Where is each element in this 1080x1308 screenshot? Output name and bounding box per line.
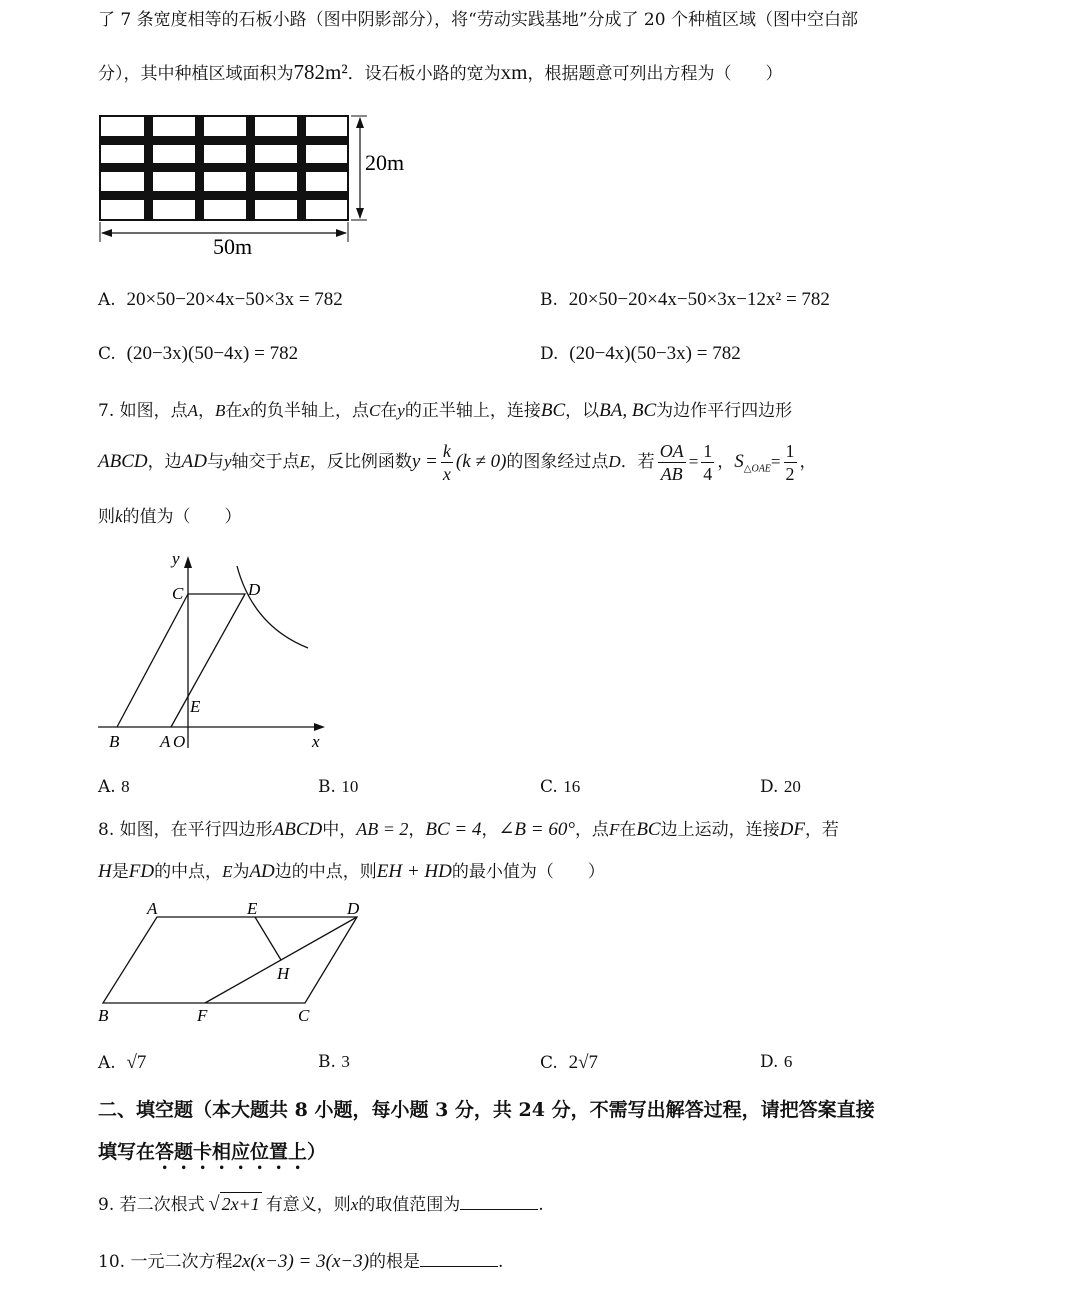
emphasized-text: 答题卡相应位置上 xyxy=(155,1141,308,1163)
q8-option-d: D. 6 xyxy=(760,1052,793,1072)
q6-text-line1: 了 7 条宽度相等的石板小路（图中阴影部分），将“劳动实践基地”分成了 20 个种植区域（图中空白部 xyxy=(98,10,858,30)
q6-text-line2: 分），其中种植区域面积为782m²．设石板小路的宽为xm，根据题意可列出方程为（ ） xyxy=(98,60,783,84)
q8-option-a: A. √7 xyxy=(98,1052,147,1073)
label-h: H xyxy=(277,964,290,983)
q7-option-c: C. 16 xyxy=(540,777,581,797)
answer-blank-q10[interactable] xyxy=(420,1251,498,1267)
label-o: O xyxy=(173,732,186,751)
label-b: B xyxy=(98,1006,109,1025)
width-label: 50m xyxy=(213,234,253,259)
q7-text-line1: 7. 如图，点A，B在x的负半轴上，点C在y的正半轴上，连接BC，以BA, BC为边作平行四边形 xyxy=(98,400,793,421)
label-y: y xyxy=(172,549,180,568)
q7-option-d: D. 20 xyxy=(760,777,801,797)
q9-text: 9. 若二次根式 √ 2x+1 有意义，则x的取值范围为 . xyxy=(98,1193,544,1215)
q6-option-d: D. (20−4x)(50−3x) = 782 xyxy=(540,343,741,364)
label-d: D xyxy=(347,899,360,918)
q8-option-b: B. 3 xyxy=(318,1052,350,1072)
q6-option-c: C. (20−3x)(50−4x) = 782 xyxy=(98,343,299,364)
radical: √ 2x+1 xyxy=(208,1193,260,1215)
label-x: x xyxy=(312,732,320,751)
label-b: B xyxy=(109,732,120,751)
label-d: D xyxy=(248,580,261,599)
label-e: E xyxy=(247,899,258,918)
q10-text: 10. 一元二次方程2x(x−3) = 3(x−3)的根是 . xyxy=(98,1251,504,1272)
q7-text-line3: 则k的值为（ ） xyxy=(98,507,242,527)
q8-text-line1: 8. 如图，在平行四边形ABCD中，AB = 2，BC = 4，∠B = 60°，点F在BC边上运动，连接DF，若 xyxy=(98,819,839,840)
label-a: A xyxy=(160,732,171,751)
q7-figure xyxy=(95,548,335,753)
label-a: A xyxy=(147,899,158,918)
q8-option-c: C. 2√7 xyxy=(540,1052,599,1073)
height-label: 20m xyxy=(365,150,405,175)
q8-text-line2: H是FD的中点，E为AD边的中点，则EH + HD的最小值为（ ） xyxy=(98,861,605,882)
q7-option-a: A. 8 xyxy=(98,777,130,797)
area-value: 782m² xyxy=(293,60,348,84)
answer-blank-q9[interactable] xyxy=(460,1194,538,1210)
q6-option-a: A. 20×50−20×4x−50×3x = 782 xyxy=(98,289,343,310)
q7-text-line2: ABCD，边AD与y轴交于点E，反比例函数y = $\frac{k}{x}$ (k ≠ 0)的图象经过点D．若 $\frac{OA}{AB}$ = $\frac{1}{4}$ ，$S_{\triangle OAE}=$ $\frac{1}{2}$ ， xyxy=(98,441,817,484)
q7-option-b: B. 10 xyxy=(318,777,359,797)
fraction-one-quarter: $\frac{1}{4}$ xyxy=(703,441,713,484)
section-heading-line2: 填写在答题卡相应位置上） xyxy=(98,1141,327,1163)
label-e: E xyxy=(190,697,201,716)
q8-figure xyxy=(95,895,375,1030)
q6-figure xyxy=(95,108,425,268)
label-c: C xyxy=(298,1006,310,1025)
label-f: F xyxy=(197,1006,208,1025)
q6-option-b: B. 20×50−20×4x−50×3x−12x² = 782 xyxy=(540,289,830,310)
section-heading-line1: 二、填空题（本大题共 8 小题，每小题 3 分，共 24 分，不需写出解答过程，请把答案直接 xyxy=(98,1099,875,1121)
width-variable: xm xyxy=(500,60,528,84)
fraction-one-half: $\frac{1}{2}$ xyxy=(785,441,795,484)
fraction-k-over-x: $\frac{k}{x}$ xyxy=(442,441,451,484)
label-c: C xyxy=(172,584,184,603)
fraction-oa-over-ab: $\frac{OA}{AB}$ xyxy=(659,441,684,484)
